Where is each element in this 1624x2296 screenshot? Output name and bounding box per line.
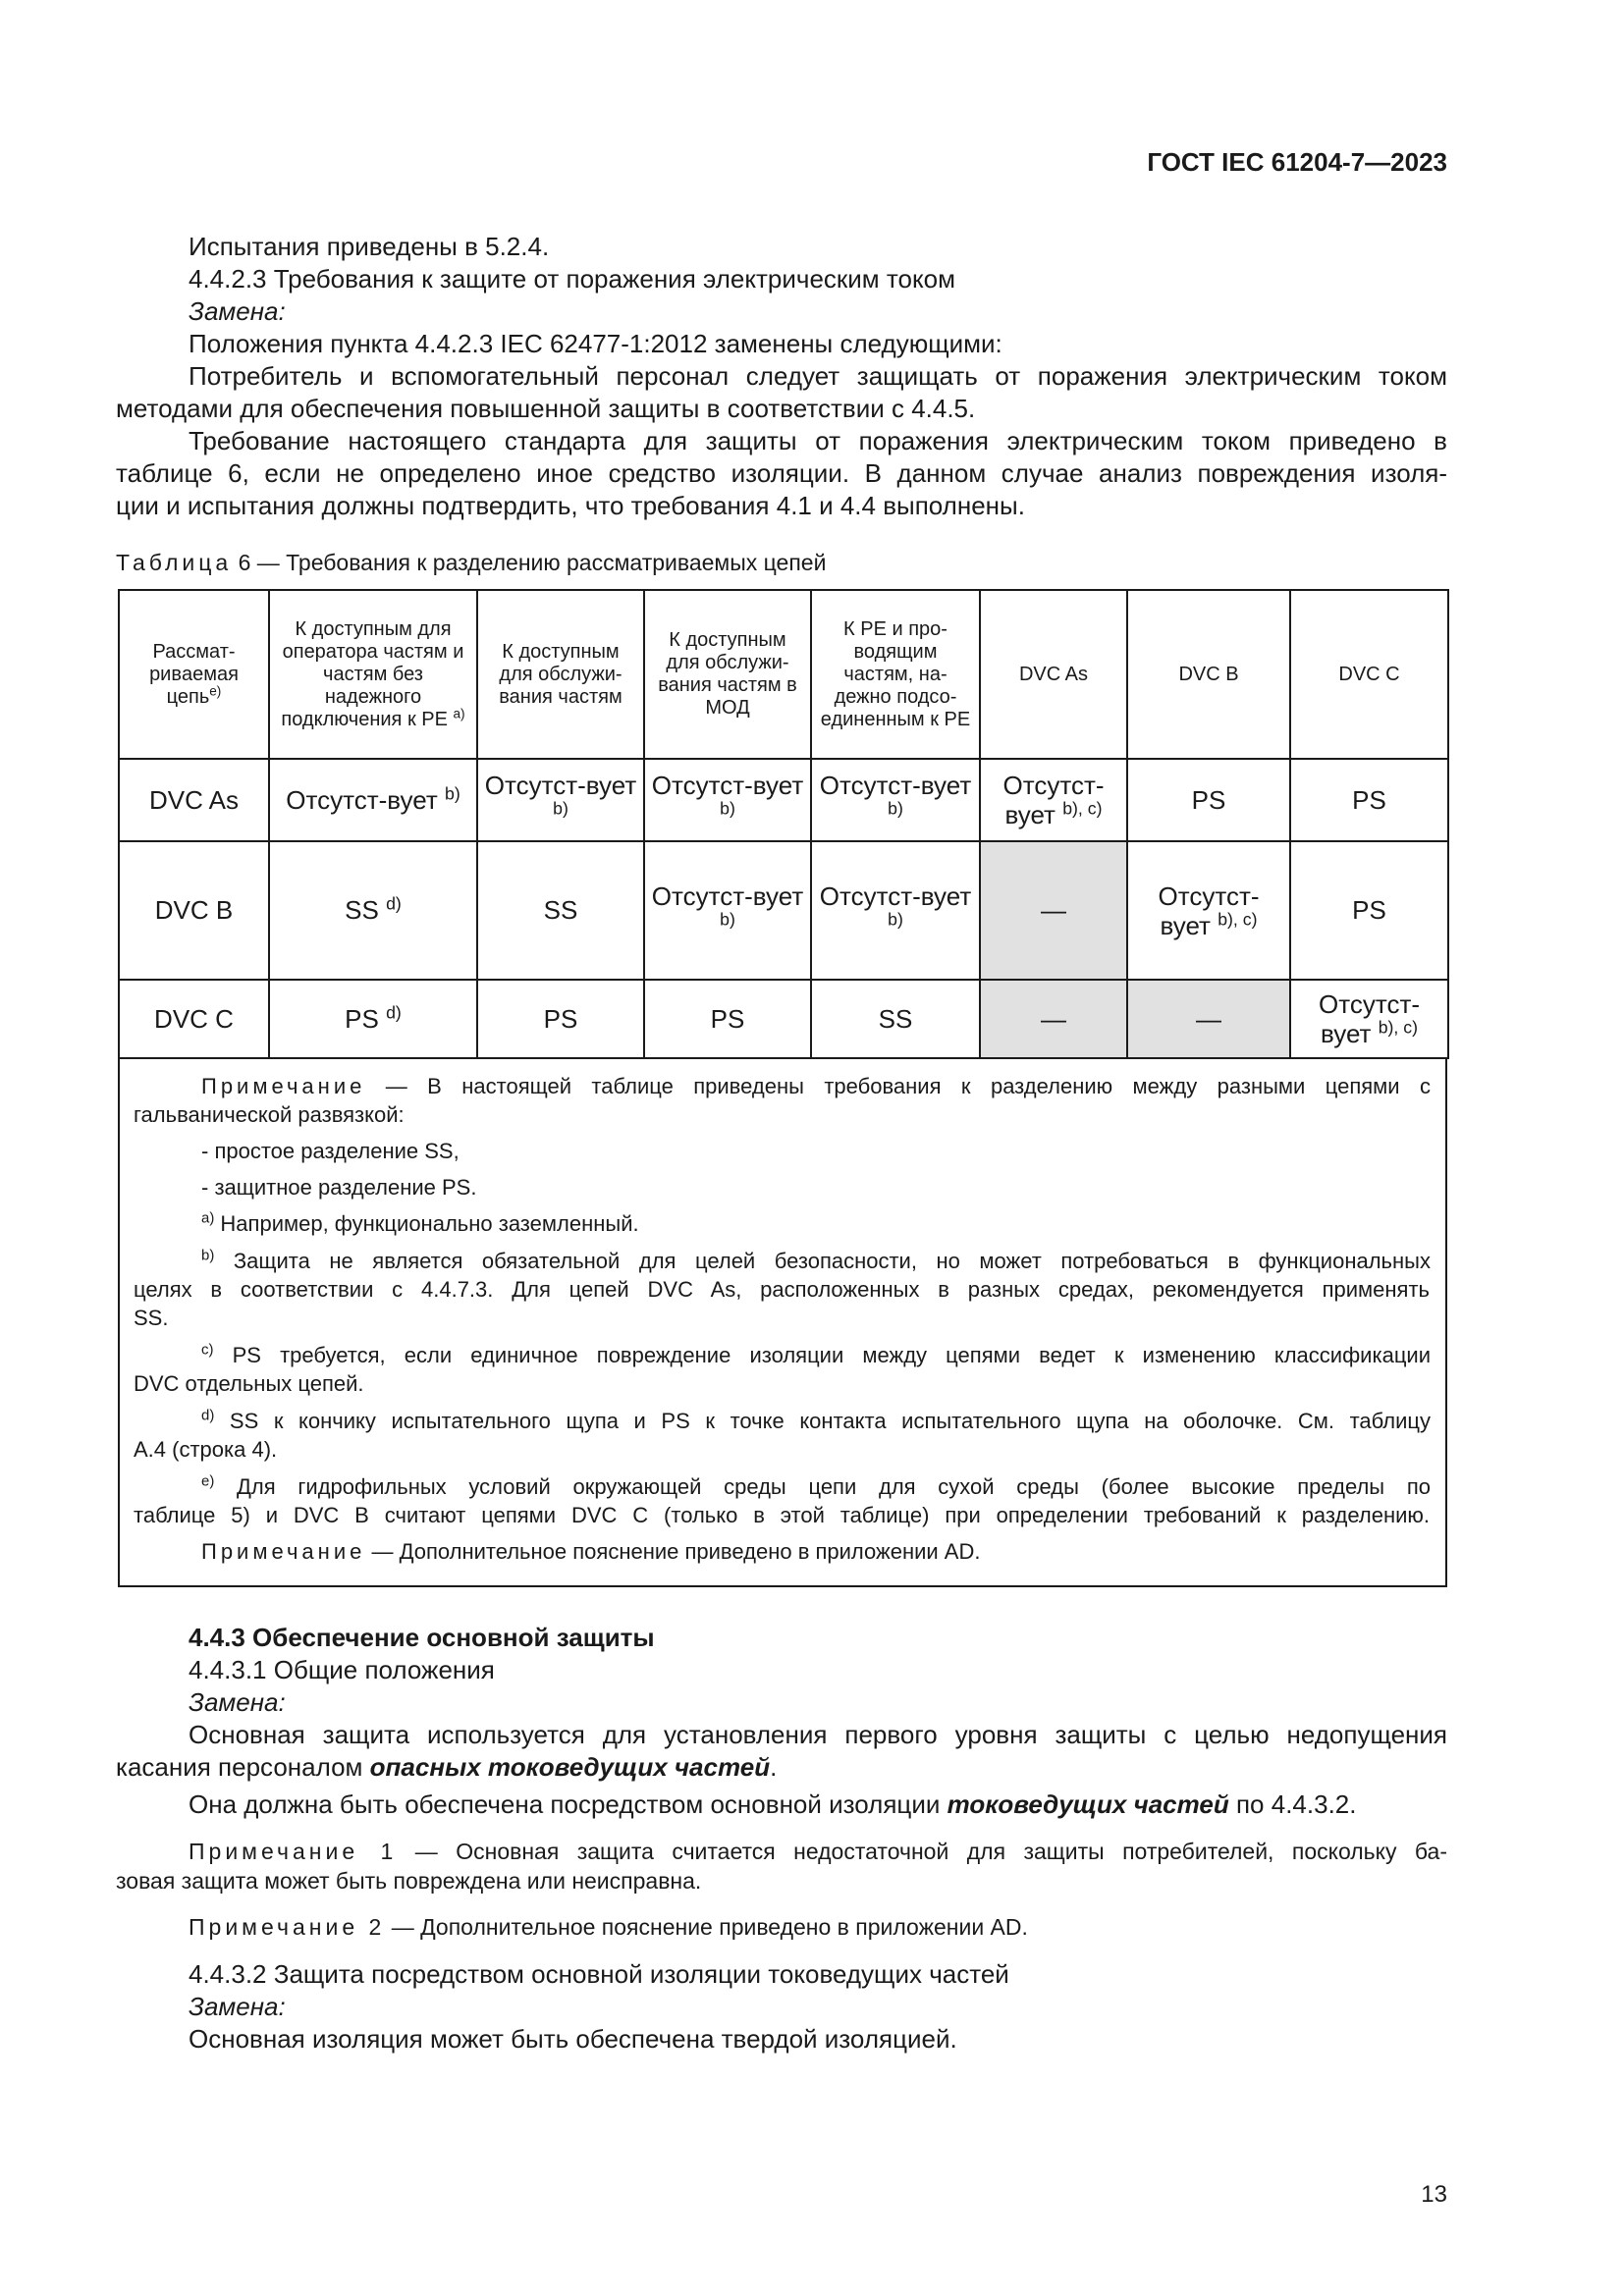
table-header-row xyxy=(119,590,1448,759)
table-cell: Отсутст-вует $^{b)}$ xyxy=(269,759,477,841)
note-line: Примечание — В настоящей таблице приведены требования к разделению между разными цепями с xyxy=(201,1074,1431,1098)
note-line: Примечание 1 — Основная защита считается недостаточной для защиты потребителей, поскольку ба- xyxy=(189,1839,1447,1864)
note-line: зовая защита может быть повреждена или неисправна. xyxy=(116,1868,702,1894)
page-number: 13 xyxy=(1421,2181,1447,2208)
table-cell: Отсутст-вует $^{b)}$ xyxy=(811,759,980,841)
footnote-b-cont: SS. xyxy=(134,1306,169,1330)
table-cell: PS xyxy=(1127,759,1290,841)
table-row xyxy=(119,841,1448,980)
document-id: ГОСТ IEC 61204-7—2023 xyxy=(1147,147,1447,177)
table-cell: PS $^{d)}$ xyxy=(269,980,477,1058)
footnote-c-cont: DVC отдельных цепей. xyxy=(134,1371,364,1396)
column-header: К PE и про-водящим частям, на-дежно подсо-единенным к PE xyxy=(811,590,980,759)
replacement-label: Замена: xyxy=(189,1992,286,2021)
text-line: Основная изоляция может быть обеспечена твердой изоляцией. xyxy=(189,2024,957,2054)
row-header: DVC As xyxy=(119,759,269,841)
text-line: Она должна быть обеспечена посредством основной изоляции токоведущих частей по 4.4.3.2. xyxy=(189,1789,1357,1819)
subsection-heading: 4.4.3.2 Защита посредством основной изоляции токоведущих частей xyxy=(189,1959,1009,1989)
footnote-e: $^{e)}$ Для гидрофильных условий окружающей среды цепи для сухой среды (более высокие пределы по xyxy=(201,1472,1431,1499)
table-row xyxy=(119,980,1448,1058)
text-line: Положения пункта 4.4.2.3 IEC 62477-1:2012 заменены следующими: xyxy=(189,329,1002,358)
table-cell-shaded: — xyxy=(1127,980,1290,1058)
table-cell: Отсутст-вует $^{b), c)}$ xyxy=(1127,841,1290,980)
note-line: Примечание — Дополнительное пояснение приведено в приложении AD. xyxy=(201,1539,981,1564)
table-cell: Отсутст-вует $^{b)}$ xyxy=(811,841,980,980)
table-cell: SS $^{d)}$ xyxy=(269,841,477,980)
text-line: таблице 6, если не определено иное средство изоляции. В данном случае анализ повреждения изоля- xyxy=(116,458,1447,488)
text-line: Потребитель и вспомогательный персонал следует защищать от поражения электрическим током xyxy=(189,361,1447,391)
table-cell: Отсутст-вует $^{b)}$ xyxy=(477,759,644,841)
column-header: DVC C xyxy=(1290,590,1448,759)
table-cell: PS xyxy=(1290,841,1448,980)
footnote-b: $^{b)}$ Защита не является обязательной для целей безопасности, но может потребоваться в функциональных xyxy=(201,1247,1431,1273)
table-cell: PS xyxy=(644,980,811,1058)
note-list-item: - простое разделение SS, xyxy=(201,1139,460,1163)
table-cell: PS xyxy=(1290,759,1448,841)
footnote-a: $^{a)}$ Например, функционально заземленный. xyxy=(201,1209,639,1236)
table-cell: Отсутст-вует $^{b)}$ xyxy=(644,841,811,980)
footnote-b-cont: целях в соответствии с 4.4.7.3. Для цепей DVC As, расположенных в разных средах, рекомендуется применять xyxy=(134,1277,1430,1302)
text-line: касания персоналом опасных токоведущих частей. xyxy=(116,1752,778,1782)
table-cell: PS xyxy=(477,980,644,1058)
table-row xyxy=(119,759,1448,841)
table-caption: Таблица 6 — Требования к разделению рассматриваемых цепей xyxy=(116,550,827,575)
table-cell-shaded: — xyxy=(980,841,1127,980)
footnote-c: $^{c)}$ PS требуется, если единичное повреждение изоляции между цепями ведет к изменению классификации xyxy=(201,1341,1431,1367)
replacement-label: Замена: xyxy=(189,296,286,326)
note-list-item: - защитное разделение PS. xyxy=(201,1175,477,1200)
column-header: DVC As xyxy=(980,590,1127,759)
row-header: DVC C xyxy=(119,980,269,1058)
footnote-d-cont: A.4 (строка 4). xyxy=(134,1437,278,1462)
footnote-d: $^{d)}$ SS к кончику испытательного щупа и PS к точке контакта испытательного щупа на оболочке. См. таблицу xyxy=(201,1407,1431,1433)
column-header: К доступным для оператора частям и частям без надежного подключения к PE $^{a)}$ xyxy=(269,590,477,759)
column-header: DVC B xyxy=(1127,590,1290,759)
table-cell: SS xyxy=(477,841,644,980)
section-heading: 4.4.2.3 Требования к защите от поражения электрическим током xyxy=(189,264,955,294)
column-header: Рассмат-ривaемая цепь$^{e)}$ xyxy=(119,590,269,759)
section-heading: 4.4.3 Обеспечение основной защиты xyxy=(189,1623,655,1652)
text-line: Требование настоящего стандарта для защиты от поражения электрическим током приведено в xyxy=(189,426,1447,455)
note-line: Примечание 2 — Дополнительное пояснение приведено в приложении AD. xyxy=(189,1914,1028,1940)
text-line: методами для обеспечения повышенной защиты в соответствии с 4.4.5. xyxy=(116,394,976,423)
table-cell: SS xyxy=(811,980,980,1058)
column-header: К доступным для обслужи-вания частям в МОД xyxy=(644,590,811,759)
replacement-label: Замена: xyxy=(189,1687,286,1717)
table-cell-shaded: — xyxy=(980,980,1127,1058)
subsection-heading: 4.4.3.1 Общие положения xyxy=(189,1655,495,1684)
table-cell: Отсутст-вует $^{b)}$ xyxy=(644,759,811,841)
row-header: DVC B xyxy=(119,841,269,980)
note-line: гальванической развязкой: xyxy=(134,1102,405,1127)
text-line: Испытания приведены в 5.2.4. xyxy=(189,232,550,261)
text-line: ции и испытания должны подтвердить, что требования 4.1 и 4.4 выполнены. xyxy=(116,491,1025,520)
table-cell: Отсутст-вует $^{b), c)}$ xyxy=(980,759,1127,841)
text-line: Основная защита используется для установления первого уровня защиты с целью недопущения xyxy=(189,1720,1447,1749)
footnote-e-cont: таблице 5) и DVC B считают цепями DVC C (только в этой таблице) при определении требований к разделению. xyxy=(134,1503,1430,1527)
separation-requirements-table xyxy=(118,589,1449,1059)
column-header: К доступным для обслужи-вания частям xyxy=(477,590,644,759)
table-cell: Отсутст-вует $^{b), c)}$ xyxy=(1290,980,1448,1058)
